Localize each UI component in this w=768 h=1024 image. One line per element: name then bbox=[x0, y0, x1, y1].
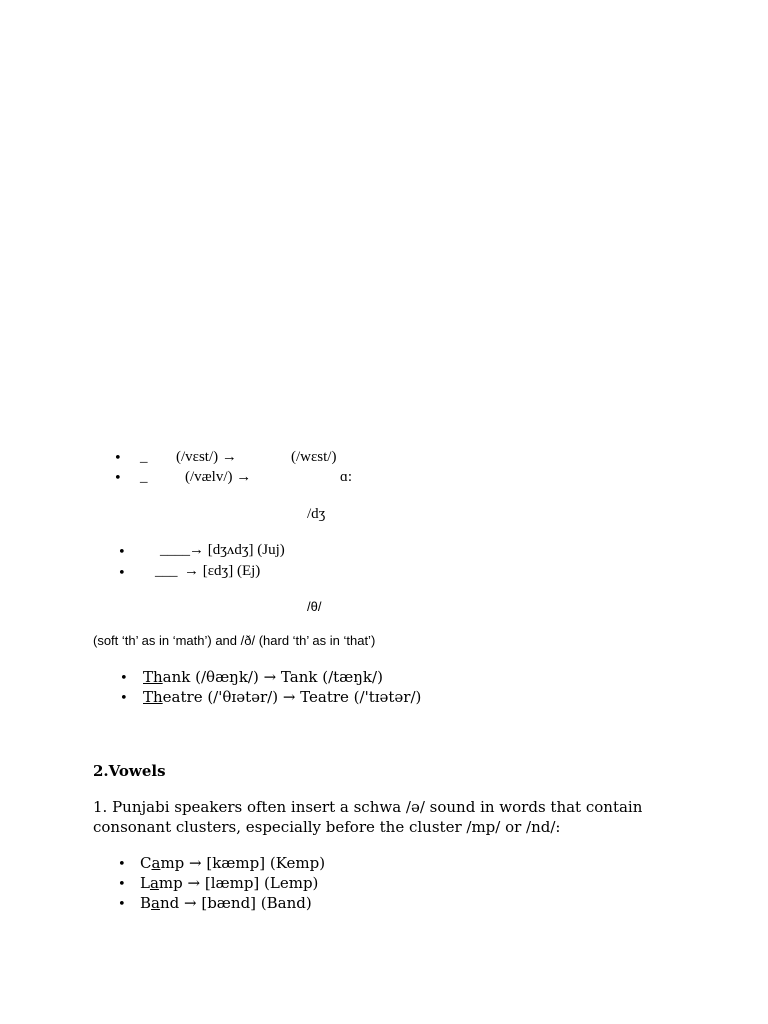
underlined-letters: Th bbox=[143, 688, 163, 706]
bullet-icon: • bbox=[118, 897, 126, 912]
ipa-from: (/vɛst/) → bbox=[176, 449, 237, 465]
bullet-icon: • bbox=[114, 451, 122, 466]
ipa-from: (/vælv/) → bbox=[185, 469, 252, 485]
item-prefix: L bbox=[140, 874, 150, 892]
item-prefix: B bbox=[140, 894, 152, 912]
bullet-icon: • bbox=[118, 877, 126, 892]
bullet-icon: • bbox=[118, 566, 126, 581]
underlined-letters: Th bbox=[143, 668, 163, 686]
blank: _ bbox=[140, 469, 148, 485]
theta-heading: /θ/ bbox=[307, 599, 322, 614]
paragraph-line-1: 1. Punjabi speakers often insert a schwa /ə/ sound in words that contain bbox=[93, 798, 643, 816]
ipa-example: → [dʒʌdʒ] (Juj) bbox=[189, 542, 285, 558]
item-text: mp → [kæmp] (Kemp) bbox=[160, 854, 326, 872]
bullet-icon: • bbox=[120, 671, 128, 686]
paragraph-line-2: consonant clusters, especially before the cluster /mp/ or /nd/: bbox=[93, 818, 561, 836]
dz-heading: /dʒ bbox=[307, 506, 326, 522]
bullet-icon: • bbox=[114, 471, 122, 486]
ipa-to: ɑ: bbox=[340, 469, 353, 485]
blank: _ bbox=[140, 449, 148, 465]
underlined-letter: a bbox=[149, 874, 159, 892]
section-heading: 2.Vowels bbox=[93, 762, 166, 780]
list-item bbox=[140, 854, 325, 872]
list-item bbox=[143, 688, 421, 706]
item-text: eatre (/'θɪətər/) → Teatre (/'tɪətər/) bbox=[162, 688, 422, 706]
item-text: ank (/θæŋk/) → Tank (/tæŋk/) bbox=[162, 668, 383, 686]
list-item bbox=[143, 668, 383, 686]
blank: ____ bbox=[160, 542, 190, 558]
ipa-to: (/wɛst/) bbox=[291, 449, 337, 465]
underlined-letter: a bbox=[151, 894, 160, 912]
item-text: nd → [bænd] (Band) bbox=[159, 894, 312, 912]
bullet-icon: • bbox=[118, 545, 126, 560]
list-item bbox=[140, 874, 318, 892]
item-prefix: C bbox=[140, 854, 152, 872]
bullet-icon: • bbox=[120, 691, 128, 706]
bullet-icon: • bbox=[118, 857, 126, 872]
list-item bbox=[140, 894, 312, 912]
underlined-letter: a bbox=[151, 854, 161, 872]
item-text: mp → [læmp] (Lemp) bbox=[158, 874, 319, 892]
ipa-example: → [ɛdʒ] (Ej) bbox=[184, 563, 261, 579]
th-note: (soft ‘th’ as in ‘math’) and /ð/ (hard ‘th’ as in ‘that’) bbox=[93, 633, 376, 648]
blank: ___ bbox=[155, 563, 178, 579]
